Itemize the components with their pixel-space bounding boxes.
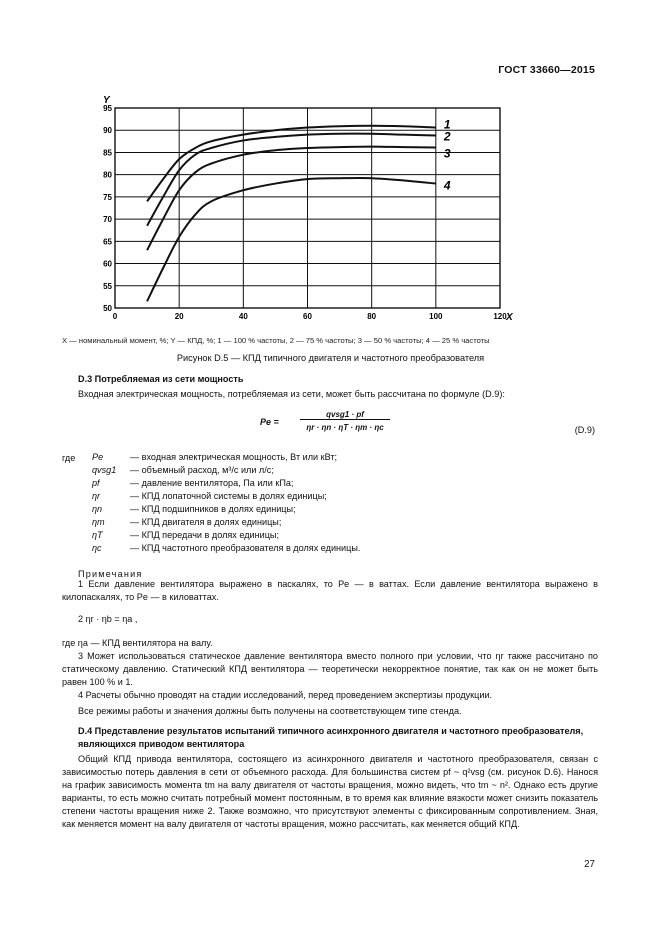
- y-tick-label: 80: [103, 170, 112, 180]
- variable-symbol: Pe: [92, 452, 104, 462]
- variable-definition: — КПД лопаточной системы в долях единицы;: [130, 491, 327, 501]
- variable-row: [62, 543, 582, 556]
- section-d3-intro: Входная электрическая мощность, потребляемая из сети, может быть рассчитана по формуле (D.9):: [78, 389, 505, 399]
- variable-row: [62, 491, 582, 504]
- figure-legend: [62, 336, 602, 345]
- series-label-3: 3: [443, 146, 451, 161]
- series-label-4: 4: [443, 178, 451, 193]
- formula-lhs: Pe =: [260, 417, 279, 427]
- y-tick-label: 85: [103, 148, 112, 158]
- x-tick-label: 60: [303, 312, 312, 321]
- variable-row: [62, 478, 582, 491]
- standard-number: ГОСТ 33660—2015: [498, 64, 595, 76]
- note-2-where: где ηa — КПД вентилятора на валу.: [62, 638, 213, 648]
- x-tick-labels: [113, 312, 507, 321]
- y-tick-labels: [103, 104, 112, 313]
- efficiency-chart: [90, 88, 540, 328]
- variable-symbol: ηm: [92, 517, 105, 527]
- note-5: Все режимы работы и значения должны быть получены на соответствующем типе стенда.: [78, 706, 462, 716]
- chart-grid: [115, 108, 500, 308]
- variable-symbol: ηn: [92, 504, 103, 514]
- x-tick-label: 100: [429, 312, 443, 321]
- note-1: 1 Если давление вентилятора выражено в паскалях, то Pe — в ваттах. Если давление вентилятора выражено в килопаскалях, то Pe — в киловаттах.: [62, 579, 598, 602]
- variable-row: [62, 517, 582, 530]
- variable-definition: — давление вентилятора, Па или кПа;: [130, 478, 294, 488]
- y-tick-label: 75: [103, 192, 112, 202]
- note-2: 2 ηr · ηb = ηa ,: [78, 614, 138, 624]
- section-d4-heading: D.4 Представление результатов испытаний типичного асинхронного двигателя и частотного преобразователя, являющихся приводом вентилятора: [78, 726, 584, 749]
- x-axis-label: X: [506, 312, 513, 323]
- notes-title: Примечания: [78, 569, 143, 579]
- section-d4-body: Общий КПД привода вентилятора, состоящего из асинхронного двигателя и частотного преобразователя, связан с зависимостью потерь давления в сети от объемного расхода. Для большинства систем pf ~ q²vsg (см. рисунок D.6). Нанося на график зависимость момента tm на валу двигателя от частоты вращения, можно видеть, что tm ~ n². Однако есть другие варианты, то есть можно считать потребный момент постоянным, в то время как влияние вязкости может снизить показатель степени частоты вращения ниже 2. Также возможно, что присутствуют элементы с фиксированным сопротивлением. Зная, как меняется момент на валу двигателя от частоты вращения, можно рассчитать, как меняется общий КПД.: [62, 754, 598, 829]
- where-label: где: [62, 453, 76, 463]
- legend-text: X — номинальный момент, %; Y — КПД, %; 1 — 100 % частоты, 2 — 75 % частоты; 3 — 50 % частоты; 4 — 25 % частоты: [62, 336, 490, 345]
- series-label-2: 2: [443, 129, 451, 144]
- variable-definition: — КПД частотного преобразователя в долях единицы.: [130, 543, 361, 553]
- y-tick-label: 50: [103, 304, 112, 313]
- y-tick-label: 65: [103, 237, 112, 247]
- variable-symbol: qvsg1: [92, 465, 117, 475]
- variable-row: [62, 452, 582, 465]
- x-tick-label: 20: [174, 312, 184, 321]
- x-tick-label: 120: [493, 312, 507, 321]
- formula-number: (D.9): [574, 425, 595, 435]
- figure-caption: Рисунок D.5 — КПД типичного двигателя и частотного преобразователя: [176, 353, 485, 363]
- x-tick-label: 40: [238, 312, 248, 321]
- page-number: 27: [584, 859, 595, 870]
- formula-denominator: ηr · ηn · ηT · ηm · ηc: [306, 423, 384, 432]
- variable-definition: — КПД двигателя в долях единицы;: [130, 517, 282, 527]
- variable-row: [62, 465, 582, 478]
- variable-symbol: pf: [92, 478, 100, 488]
- variable-symbol: ηc: [92, 543, 102, 553]
- y-tick-label: 95: [103, 104, 112, 113]
- note-3: 3 Может использоваться статическое давление вентилятора вместо полного при условии, что ηr также рассчитано по статическому давлению. Статический КПД вентилятора — теоретически некорректное понятие, так как он не может быть равен 100 % и 1.: [62, 651, 598, 687]
- variable-row: [62, 504, 582, 517]
- series-label-1: 1: [443, 117, 451, 132]
- formula-numerator: qvsg1 · pf: [300, 410, 390, 420]
- variable-definition: — КПД подшипников в долях единицы;: [130, 504, 296, 514]
- variable-definition: — объемный расход, м³/с или л/с;: [130, 465, 274, 475]
- y-tick-label: 90: [103, 126, 112, 136]
- y-tick-label: 55: [103, 281, 112, 291]
- series-labels: [443, 118, 451, 193]
- note-4: 4 Расчеты обычно проводят на стадии исследований, перед проведением экспертизы продукции.: [78, 690, 493, 700]
- x-tick-label: 80: [367, 312, 377, 321]
- variable-definition: — входная электрическая мощность, Вт или кВт;: [130, 452, 338, 462]
- y-tick-label: 60: [103, 259, 112, 269]
- x-tick-label: 0: [112, 312, 118, 321]
- variable-symbol: ηT: [92, 530, 103, 540]
- variable-symbol: ηr: [92, 491, 101, 501]
- section-d3-heading: D.3 Потребляемая из сети мощность: [78, 374, 244, 384]
- series-line-1: [147, 126, 436, 202]
- y-axis-label: Y: [103, 95, 110, 106]
- variable-definition: — КПД передачи в долях единицы;: [130, 530, 279, 540]
- y-tick-label: 70: [103, 215, 112, 225]
- series-line-3: [147, 147, 436, 251]
- variable-row: [62, 530, 582, 543]
